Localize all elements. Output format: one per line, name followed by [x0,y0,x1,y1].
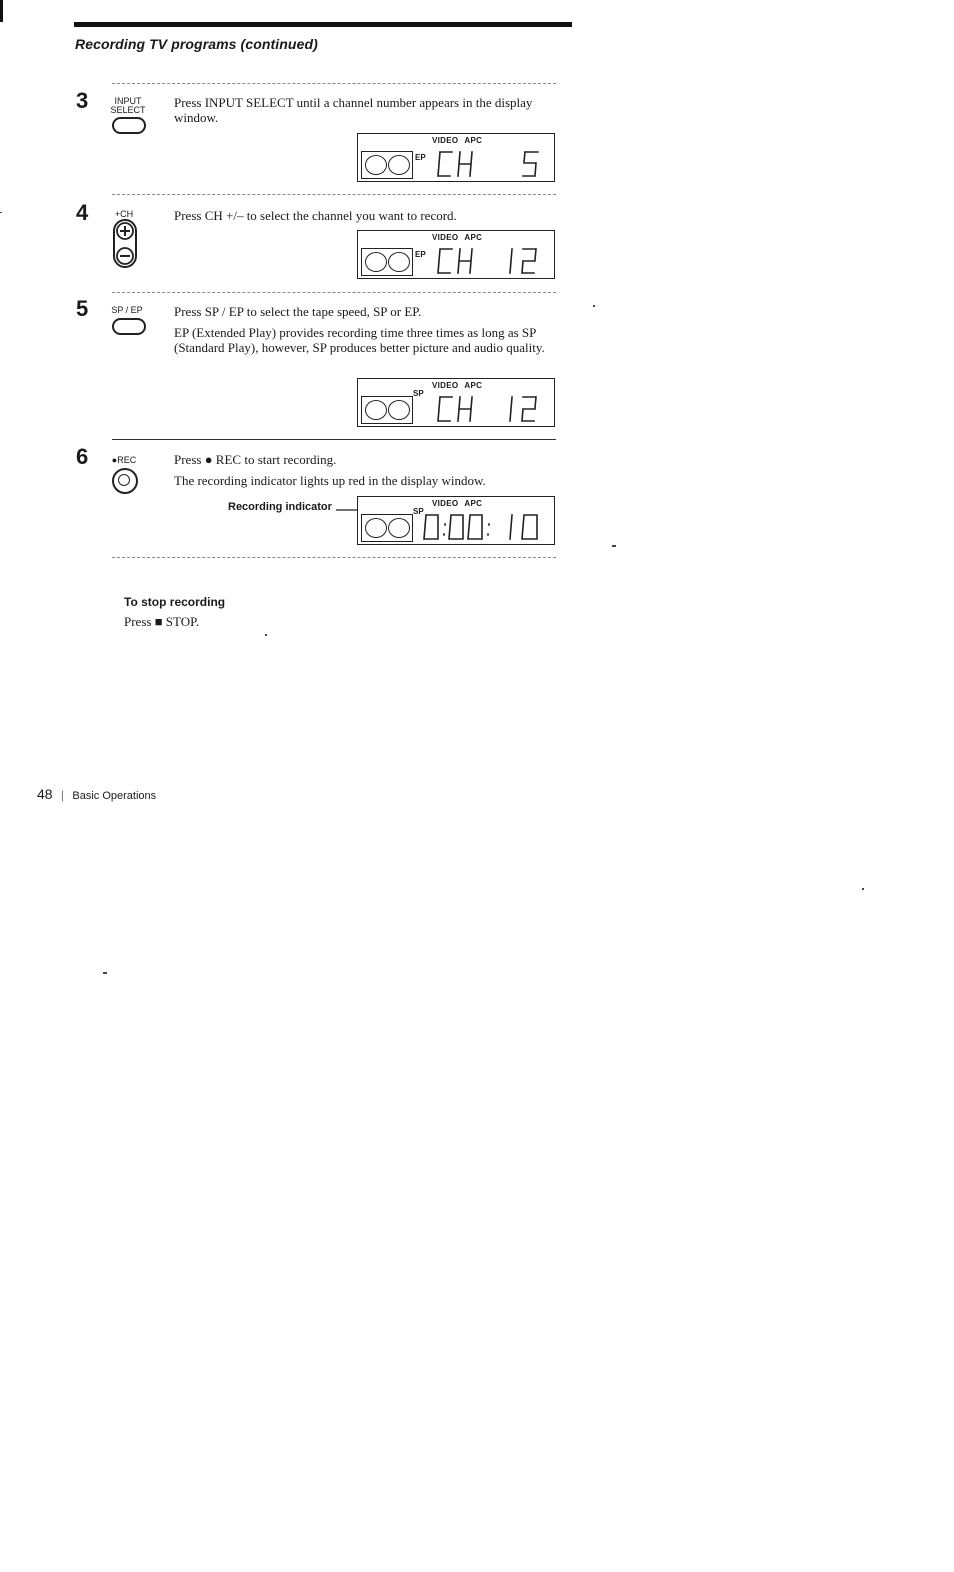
button-label: ●REC [111,455,137,465]
reel-icon [365,518,387,538]
reel-icon [365,155,387,175]
button-label-line: INPUT [114,96,142,106]
button-label-line: SELECT [110,105,146,115]
indicator-video: VIDEO [432,499,459,508]
step-number: 5 [76,296,89,321]
tape-mode: EP [415,250,426,259]
rec-button-icon [112,468,138,494]
scan-speck [862,888,864,890]
recording-indicator-label: Recording indicator [228,501,332,513]
reel-icon [388,252,410,272]
divider [112,439,556,440]
scan-speck [593,305,595,307]
segment-readout [420,393,548,425]
display-indicators [432,499,488,508]
cassette-icon [361,151,413,179]
reel-icon [388,400,410,420]
reel-icon [365,400,387,420]
step-instruction: Press SP / EP to select the tape speed, SP or EP. [174,304,422,319]
button-label [106,97,150,115]
cassette-icon [361,514,413,542]
divider [112,83,556,84]
tape-mode: EP [415,153,426,162]
cassette-icon [361,396,413,424]
scan-speck [103,972,107,974]
step-number: 4 [76,200,89,225]
page-title: Recording TV programs (continued) [75,36,318,52]
stop-instruction: Press ■ STOP. [124,614,200,629]
reel-icon [388,518,410,538]
tape-mode: SP [413,507,424,516]
step-note: EP (Extended Play) provides recording time three times as long as SP (Standard Play), however, SP produces better picture and audio quality. [174,325,545,355]
display-window [357,230,555,279]
display-window [357,133,555,182]
button-label: SP / EP [111,305,143,315]
step-instruction: Press INPUT SELECT until a channel number appears in the display window. [174,95,533,125]
tape-mode: SP [413,389,424,398]
header-rule [74,22,572,27]
indicator-video: VIDEO [432,233,459,242]
button-label: +CH [114,209,134,219]
reel-icon [365,252,387,272]
section-name: Basic Operations [72,790,157,802]
divider [112,292,556,293]
footer-separator: | [60,788,65,802]
display-window [357,378,555,427]
step-instruction: Press ● REC to start recording. [174,452,337,467]
scan-speck [265,634,267,636]
indicator-video: VIDEO [432,381,459,390]
display-indicators [432,233,488,242]
scan-speck [0,212,2,213]
segment-readout [420,148,548,180]
cassette-icon [361,248,413,276]
stop-heading: To stop recording [124,595,226,609]
indicator-apc: APC [464,233,483,242]
indicator-apc: APC [464,136,483,145]
sp-ep-button-icon [112,318,146,335]
page-number: 48 [37,786,53,802]
segment-readout [420,511,548,543]
indicator-video: VIDEO [432,136,459,145]
scan-speck [612,545,616,547]
divider [112,194,556,195]
page-footer [37,786,156,802]
reel-icon [388,155,410,175]
step-number: 3 [76,88,89,113]
channel-rocker-icon [111,219,139,269]
divider [112,557,556,558]
display-indicators [432,136,488,145]
step-number: 6 [76,444,89,469]
step-instruction: Press CH +/– to select the channel you want to record. [174,208,457,223]
input-select-button-icon [112,117,146,134]
indicator-apc: APC [464,381,483,390]
display-window [357,496,555,545]
display-indicators [432,381,488,390]
step-note: The recording indicator lights up red in the display window. [174,473,486,488]
page-edge-mark [0,0,3,22]
indicator-apc: APC [464,499,483,508]
segment-readout [420,245,548,277]
